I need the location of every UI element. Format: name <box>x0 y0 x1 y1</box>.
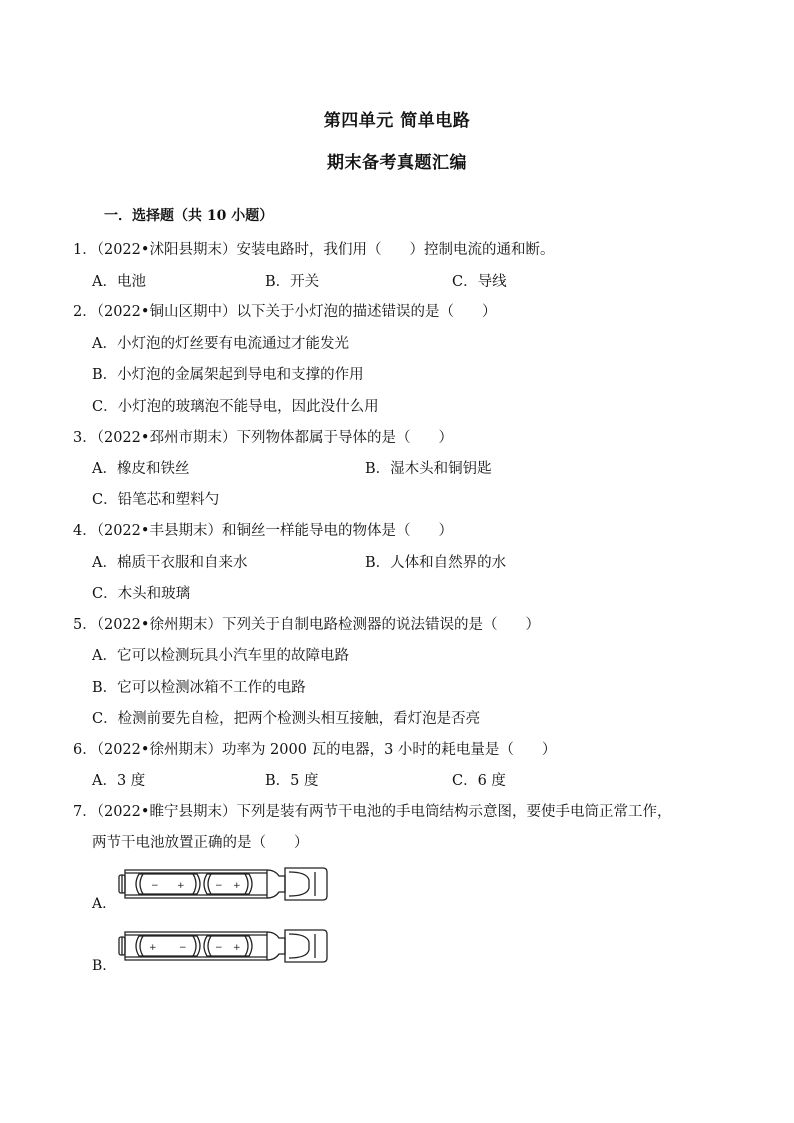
question-4 <box>73 519 733 540</box>
question-number: 3． <box>73 430 97 446</box>
option-b: B．湿木头和铜钥匙 <box>365 461 492 477</box>
question-source: （2022•徐州期末） <box>96 617 222 633</box>
option-a: A．3 度 <box>92 773 146 789</box>
option-a: A．棉质干衣服和自来水 <box>92 555 248 571</box>
option-b: B．人体和自然界的水 <box>365 555 507 571</box>
question-2 <box>73 300 733 321</box>
question-text: 两节干电池放置正确的是（ <box>92 835 266 851</box>
question-text-end: ） <box>438 430 453 446</box>
question-3 <box>73 426 733 447</box>
battery-2-minus-sign: − <box>215 881 223 891</box>
question-5 <box>73 613 733 634</box>
section-heading: 一．选择题（共 10 小题） <box>104 208 274 224</box>
question-6 <box>73 738 733 759</box>
question-text: 安装电路时，我们用（ <box>236 242 382 258</box>
option-c: C．导线 <box>452 274 507 290</box>
battery-1-minus-sign: − <box>179 943 187 953</box>
question-number: 6． <box>73 742 97 758</box>
option-c: C．铅笔芯和塑料勺 <box>92 492 220 508</box>
question-text: 和铜丝一样能导电的物体是（ <box>221 523 411 539</box>
option-b: B．开关 <box>265 274 320 290</box>
flashlight-head <box>285 930 327 962</box>
page-subtitle: 期末备考真题汇编 <box>327 153 467 173</box>
option-b: B．5 度 <box>265 773 319 789</box>
flashlight-diagram-a <box>117 864 329 904</box>
battery-2-plus-sign: + <box>233 943 241 953</box>
option-a: A．它可以检测玩具小汽车里的故障电路 <box>92 648 349 664</box>
option-a: A．橡皮和铁丝 <box>92 461 190 477</box>
question-text: 功率为 2000 瓦的电器，3 小时的耗电量是（ <box>221 742 514 758</box>
option-a: A．小灯泡的灯丝要有电流通过才能发光 <box>92 336 349 352</box>
question-7 <box>73 800 733 821</box>
page-title: 第四单元 简单电路 <box>323 111 471 131</box>
question-source: （2022•睢宁县期末） <box>96 804 237 820</box>
question-number: 4． <box>73 523 97 539</box>
question-text-end: ） <box>438 523 453 539</box>
option-c: C．6 度 <box>452 773 506 789</box>
battery-2-plus-sign: + <box>233 881 241 891</box>
question-text: 下列物体都属于导体的是（ <box>236 430 411 446</box>
flashlight-head <box>285 868 327 900</box>
flashlight-neck <box>267 870 285 898</box>
question-number: 2． <box>73 304 97 320</box>
question-source: （2022•沭阳县期末） <box>96 242 237 258</box>
battery-2 <box>204 874 252 894</box>
battery-1-plus-sign: + <box>149 943 157 953</box>
battery-1 <box>136 874 200 894</box>
question-source: （2022•邳州市期末） <box>96 430 237 446</box>
question-text-end: ） <box>481 304 497 320</box>
option-b: B．它可以检测冰箱不工作的电路 <box>92 680 306 696</box>
question-text: 以下关于小灯泡的描述错误的是（ <box>236 304 454 320</box>
option-a: A．电池 <box>92 274 146 290</box>
flashlight-diagram-b <box>117 926 329 966</box>
option-b-label: B. <box>92 958 107 974</box>
question-text: 下列是装有两节干电池的手电筒结构示意图，要使手电筒正常工作， <box>236 804 672 820</box>
battery-1 <box>136 936 200 956</box>
question-7-line-2 <box>92 831 752 852</box>
question-text-end: ）控制电流的通和断。 <box>409 242 555 258</box>
question-text-end: ） <box>525 617 540 633</box>
flashlight-neck <box>267 932 285 960</box>
option-c: C．检测前要先自检，把两个检测头相互接触，看灯泡是否亮 <box>92 711 481 727</box>
battery-1-plus-sign: + <box>177 881 185 891</box>
question-number: 1． <box>73 242 97 258</box>
question-1 <box>73 238 733 259</box>
battery-2-minus-sign: − <box>215 943 223 953</box>
question-number: 5． <box>73 617 97 633</box>
question-source: （2022•铜山区期中） <box>96 304 237 320</box>
question-text-end: ） <box>541 742 557 758</box>
question-source: （2022•徐州期末） <box>96 742 222 758</box>
question-source: （2022•丰县期末） <box>96 523 222 539</box>
option-c: C．木头和玻璃 <box>92 586 191 602</box>
option-c: C．小灯泡的玻璃泡不能导电，因此没什么用 <box>92 399 379 415</box>
option-a-label: A. <box>92 896 107 912</box>
question-text: 下列关于自制电路检测器的说法错误的是（ <box>221 617 498 633</box>
question-text-end: ） <box>294 835 309 851</box>
option-b: B．小灯泡的金属架起到导电和支撑的作用 <box>92 367 364 383</box>
question-number: 7． <box>73 804 97 820</box>
battery-1-minus-sign: − <box>151 881 159 891</box>
battery-2 <box>204 936 252 956</box>
